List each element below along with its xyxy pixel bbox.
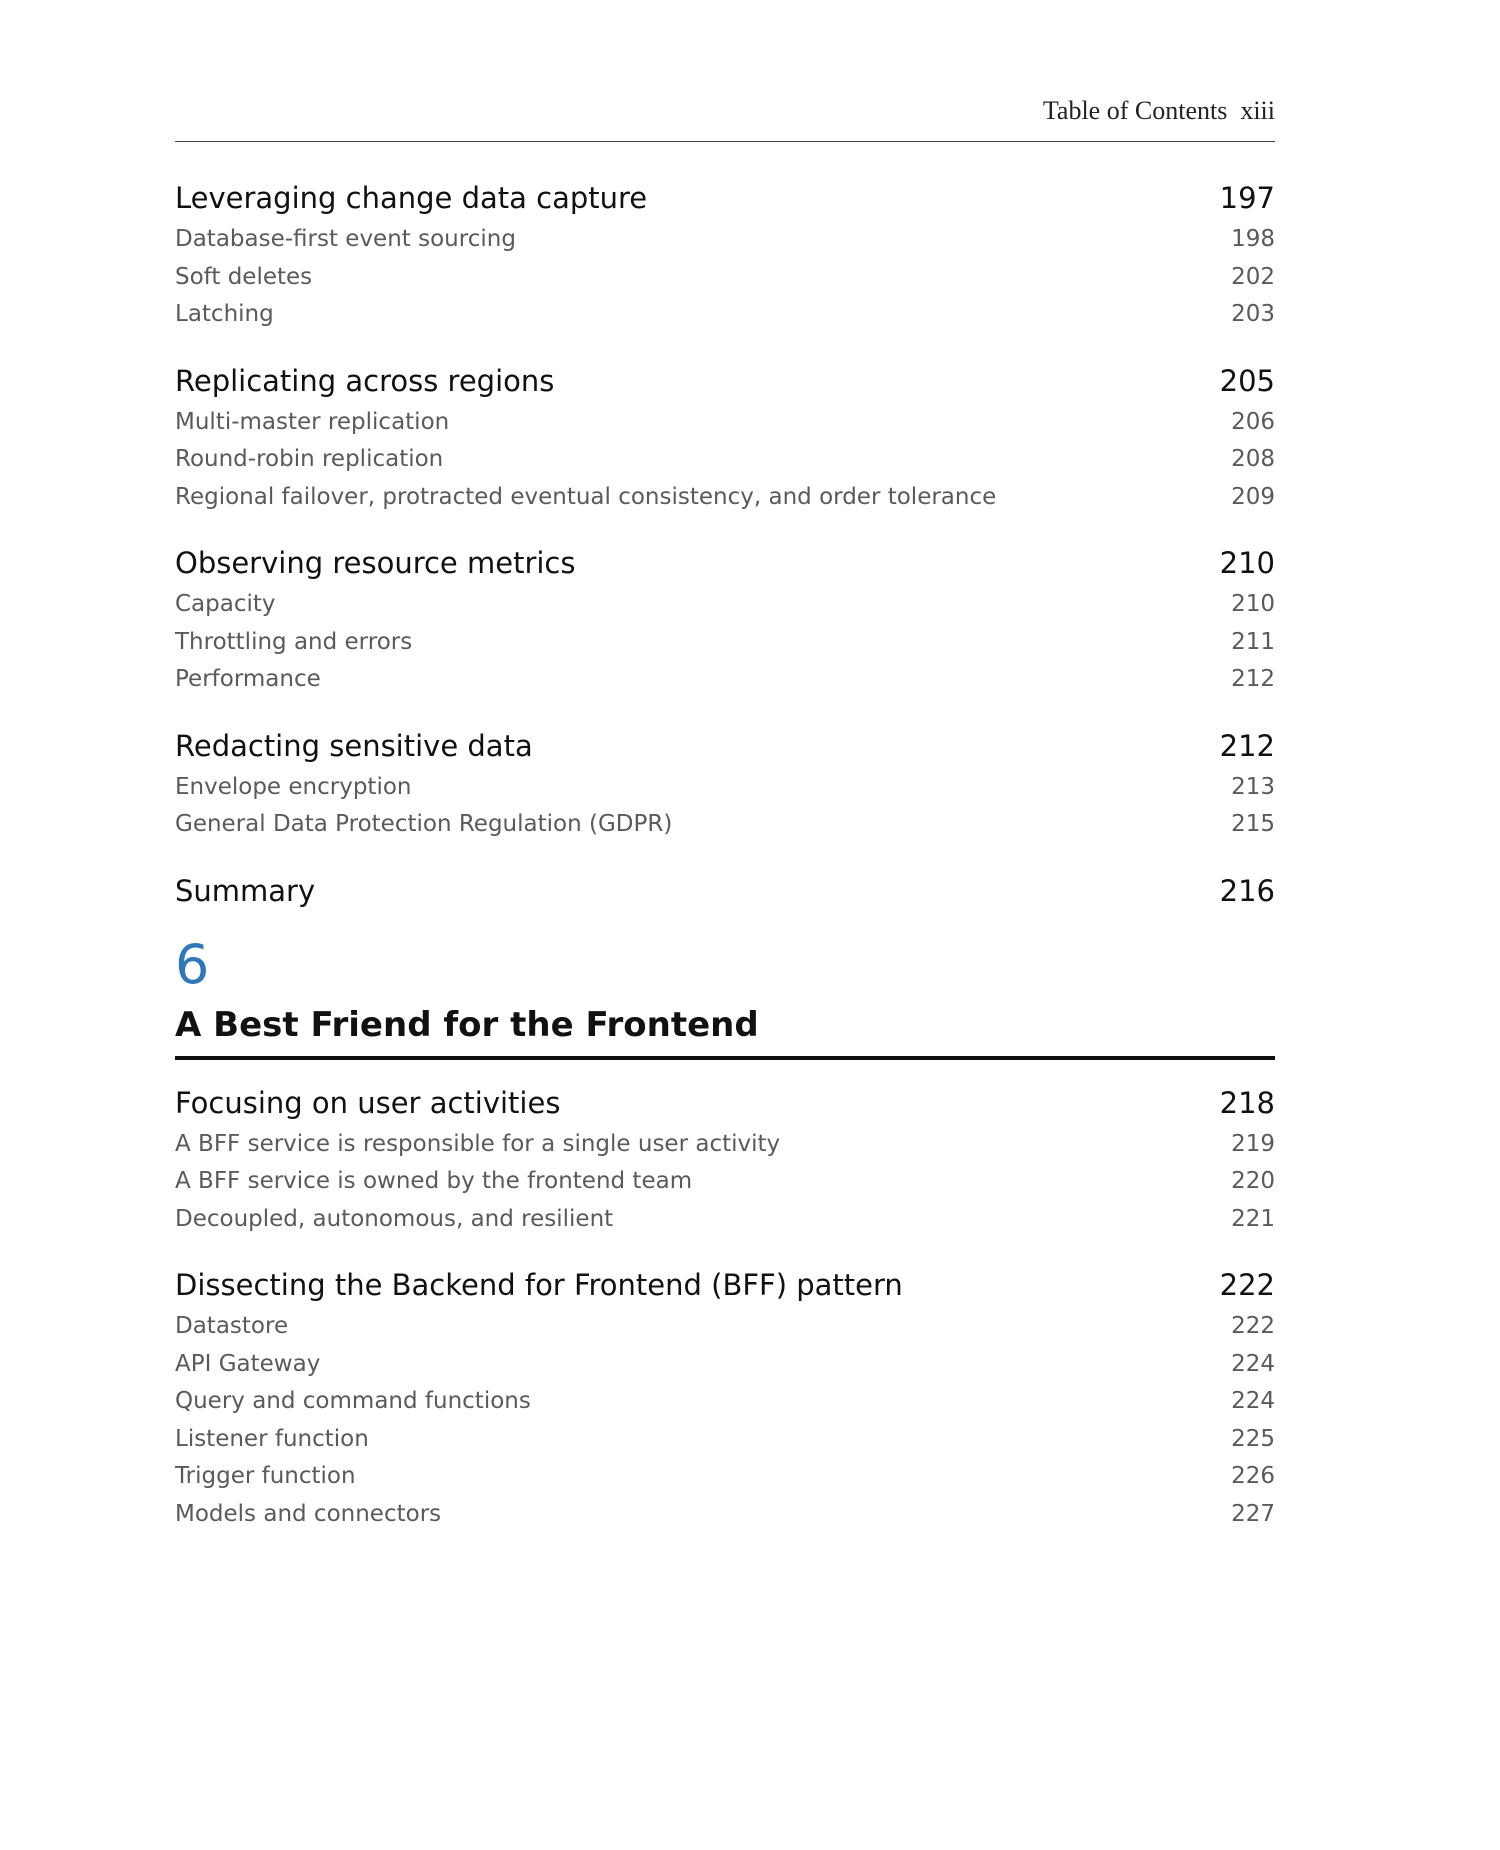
toc-sub-entry-page: 224 xyxy=(1231,1350,1275,1377)
chapter-title: A Best Friend for the Frontend xyxy=(175,1008,1275,1060)
toc-sub-entry-page: 210 xyxy=(1231,591,1275,617)
toc-sub-entry-title: A BFF service is owned by the frontend team xyxy=(175,1168,693,1194)
toc-main-entry-page: 212 xyxy=(1219,728,1275,763)
toc-sub-entry-title: Performance xyxy=(175,666,321,692)
toc-sub-entry[interactable] xyxy=(175,1126,1275,1164)
toc-main-entry-title: Focusing on user activities xyxy=(175,1085,561,1120)
toc-sub-entry-page: 202 xyxy=(1231,263,1275,290)
header-rule xyxy=(175,141,1275,142)
toc-sub-entry-title: Capacity xyxy=(175,591,276,617)
toc-main-entry-title: Observing resource metrics xyxy=(175,546,576,580)
toc-section xyxy=(175,1080,1275,1239)
toc-main-entry-title: Summary xyxy=(175,873,316,908)
toc-sub-entry[interactable] xyxy=(175,296,1275,334)
toc-sub-entry-page: 219 xyxy=(1231,1130,1275,1157)
toc-sub-entry-page: 222 xyxy=(1231,1313,1275,1339)
toc-sub-entry-page: 208 xyxy=(1231,446,1275,472)
toc-sub-entry-page: 209 xyxy=(1231,483,1275,510)
toc-sub-entry-page: 203 xyxy=(1231,301,1275,327)
toc-sub-entry-title: Latching xyxy=(175,301,274,327)
toc-sub-entry[interactable] xyxy=(175,624,1275,662)
toc-sub-entry-page: 211 xyxy=(1231,628,1275,655)
toc-sub-entry[interactable] xyxy=(175,1496,1275,1534)
running-head-page-number: xiii xyxy=(1240,96,1275,125)
toc-sub-entry[interactable] xyxy=(175,661,1275,699)
toc-sub-entry-title: Round-robin replication xyxy=(175,446,444,472)
toc-main-entry-title: Replicating across regions xyxy=(175,363,555,398)
toc-sub-entry-title: Envelope encryption xyxy=(175,773,412,800)
toc-section xyxy=(175,540,1275,699)
toc-sub-entry-title: API Gateway xyxy=(175,1350,321,1377)
toc-sub-entry[interactable] xyxy=(175,1201,1275,1239)
toc-sub-entry-page: 206 xyxy=(1231,408,1275,435)
toc-section xyxy=(175,723,1275,844)
toc-main-entry-page: 205 xyxy=(1219,363,1275,398)
toc-sub-entry[interactable] xyxy=(175,1163,1275,1201)
toc-sub-entry[interactable] xyxy=(175,769,1275,807)
toc-sub-entry[interactable] xyxy=(175,1383,1275,1421)
toc-section xyxy=(175,868,1275,914)
toc-main-entry-page: 218 xyxy=(1219,1085,1275,1120)
toc-section xyxy=(175,1262,1275,1533)
toc-sub-entry[interactable] xyxy=(175,404,1275,442)
toc-sub-entry-title: Decoupled, autonomous, and resilient xyxy=(175,1205,614,1232)
toc-sub-entry-page: 215 xyxy=(1231,811,1275,837)
toc-sub-entry-page: 224 xyxy=(1231,1388,1275,1414)
toc-sub-entry-title: General Data Protection Regulation (GDPR) xyxy=(175,811,673,837)
toc-section xyxy=(175,358,1275,517)
toc-main-entry[interactable] xyxy=(175,868,1275,914)
toc-main-entry[interactable] xyxy=(175,1262,1275,1308)
toc-main-entry-title: Dissecting the Backend for Frontend (BFF) pattern xyxy=(175,1268,903,1302)
table-of-contents xyxy=(175,175,1275,1557)
toc-sub-entry-title: Listener function xyxy=(175,1425,369,1452)
toc-main-entry-page: 197 xyxy=(1219,181,1275,215)
toc-main-entry[interactable] xyxy=(175,175,1275,221)
toc-sub-entry[interactable] xyxy=(175,259,1275,297)
toc-sub-entry-title: A BFF service is responsible for a single user activity xyxy=(175,1130,781,1157)
toc-sub-entry[interactable] xyxy=(175,1346,1275,1384)
toc-main-entry[interactable] xyxy=(175,1080,1275,1126)
toc-sub-entry[interactable] xyxy=(175,441,1275,479)
toc-sub-entry-page: 225 xyxy=(1231,1425,1275,1452)
chapter-number: 6 xyxy=(175,932,210,996)
toc-main-entry-page: 210 xyxy=(1219,546,1275,580)
toc-main-entry-title: Leveraging change data capture xyxy=(175,181,648,215)
running-head xyxy=(1043,98,1275,124)
running-head-title: Table of Contents xyxy=(1042,96,1228,125)
toc-sub-entry-page: 221 xyxy=(1231,1205,1275,1232)
toc-sub-entry[interactable] xyxy=(175,1421,1275,1459)
toc-sub-entry-title: Models and connectors xyxy=(175,1500,442,1527)
toc-sub-entry-title: Datastore xyxy=(175,1313,289,1339)
toc-sub-entry-title: Database-first event sourcing xyxy=(175,226,516,252)
toc-sections-chapter-6 xyxy=(175,1080,1275,1534)
toc-sections-before-chapter xyxy=(175,175,1275,914)
toc-main-entry[interactable] xyxy=(175,540,1275,586)
toc-sub-entry[interactable] xyxy=(175,806,1275,844)
toc-sub-entry-page: 226 xyxy=(1231,1463,1275,1489)
toc-sub-entry-title: Query and command functions xyxy=(175,1388,531,1414)
toc-sub-entry-page: 220 xyxy=(1231,1168,1275,1194)
toc-sub-entry[interactable] xyxy=(175,586,1275,624)
toc-main-entry[interactable] xyxy=(175,358,1275,404)
toc-main-entry[interactable] xyxy=(175,723,1275,769)
toc-main-entry-page: 222 xyxy=(1219,1268,1275,1302)
toc-sub-entry-page: 227 xyxy=(1231,1500,1275,1527)
toc-sub-entry-title: Throttling and errors xyxy=(175,628,413,655)
toc-sub-entry[interactable] xyxy=(175,479,1275,517)
toc-sub-entry-page: 213 xyxy=(1231,773,1275,800)
toc-section xyxy=(175,175,1275,334)
toc-sub-entry[interactable] xyxy=(175,1458,1275,1496)
toc-sub-entry[interactable] xyxy=(175,1308,1275,1346)
toc-main-entry-title: Redacting sensitive data xyxy=(175,728,533,763)
toc-sub-entry-title: Trigger function xyxy=(175,1463,356,1489)
toc-sub-entry-page: 198 xyxy=(1231,226,1275,252)
toc-sub-entry-title: Multi-master replication xyxy=(175,408,450,435)
toc-main-entry-page: 216 xyxy=(1219,873,1275,908)
toc-sub-entry-title: Soft deletes xyxy=(175,263,313,290)
toc-sub-entry-page: 212 xyxy=(1231,666,1275,692)
toc-sub-entry[interactable] xyxy=(175,221,1275,259)
toc-sub-entry-title: Regional failover, protracted eventual consistency, and order tolerance xyxy=(175,483,997,510)
